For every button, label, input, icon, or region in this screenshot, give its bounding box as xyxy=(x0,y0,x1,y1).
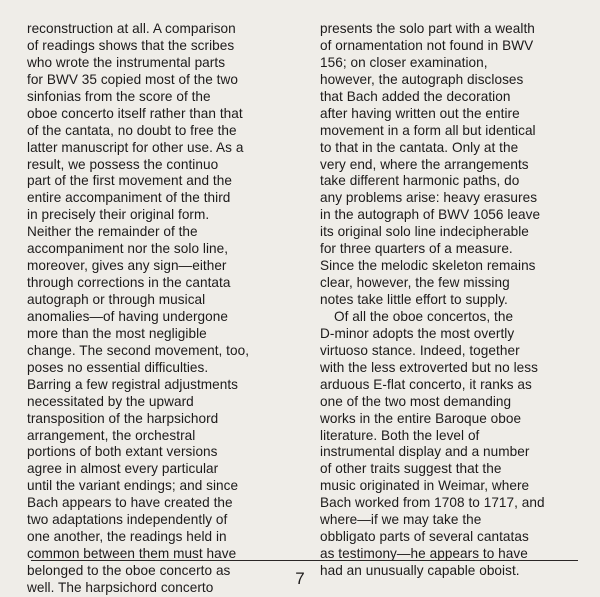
text-line: notes take little effort to supply. xyxy=(320,292,508,307)
text-line: oboe concerto itself rather than that xyxy=(27,105,243,121)
text-line: works in the entire Baroque oboe xyxy=(320,410,522,426)
text-line: take different harmonic paths, do xyxy=(320,173,520,189)
text-line: of the cantata, no doubt to free the xyxy=(27,122,237,138)
text-line: change. The second movement, too, xyxy=(27,342,250,358)
text-line: obbligato parts of several cantatas xyxy=(320,529,529,545)
text-line: for three quarters of a measure. xyxy=(320,241,513,257)
text-line: however, the autograph discloses xyxy=(320,71,524,87)
text-line: presents the solo part with a wealth xyxy=(320,21,535,36)
text-line: in the autograph of BWV 1056 leave xyxy=(320,207,541,223)
text-line: through corrections in the cantata xyxy=(27,275,231,291)
text-line: its original solo line indecipherable xyxy=(320,224,529,240)
text-line: belonged to the oboe concerto as xyxy=(27,563,231,578)
text-line: anomalies—of having undergone xyxy=(27,308,228,324)
text-line: portions of both extant versions xyxy=(27,444,218,460)
text-line: accompaniment nor the solo line, xyxy=(27,241,229,257)
text-line: Bach worked from 1708 to 1717, and xyxy=(320,495,545,511)
text-line: latter manuscript for other use. As a xyxy=(27,139,244,155)
right-text-column xyxy=(320,21,588,580)
text-line: one of the two most demanding xyxy=(320,393,512,409)
text-line: moreover, gives any sign—either xyxy=(27,258,227,274)
text-line: for BWV 35 copied most of the two xyxy=(27,71,238,87)
text-line: arrangement, the orchestral xyxy=(27,427,196,443)
text-line: with the less extroverted but no less xyxy=(320,359,538,375)
text-line: Barring a few registral adjustments xyxy=(27,376,239,392)
text-line: music originated in Weimar, where xyxy=(320,478,530,494)
text-line: of readings shows that the scribes xyxy=(27,37,235,53)
text-line: Since the melodic skeleton remains xyxy=(320,258,536,274)
text-line: any problems arise: heavy erasures xyxy=(320,190,538,206)
text-line: clear, however, the few missing xyxy=(320,275,510,291)
page-number: 7 xyxy=(295,569,305,588)
text-line: to that in the cantata. Only at the xyxy=(320,139,519,155)
text-line: Bach appears to have created the xyxy=(27,495,233,511)
text-line: very end, where the arrangements xyxy=(320,156,529,172)
text-line: Neither the remainder of the xyxy=(27,224,198,240)
text-line: result, we possess the continuo xyxy=(27,156,219,172)
text-line: two adaptations independently of xyxy=(27,512,228,528)
text-line: 156; on closer examination, xyxy=(320,54,488,70)
text-line: had an unusually capable oboist. xyxy=(320,563,520,578)
text-line: as testimony—he appears to have xyxy=(320,546,528,562)
text-line: of other traits suggest that the xyxy=(320,461,502,477)
text-line: more than the most negligible xyxy=(27,325,207,341)
text-line: where—if we may take the xyxy=(320,512,482,528)
text-line: until the variant endings; and since xyxy=(27,478,239,494)
text-line: arduous E-flat concerto, it ranks as xyxy=(320,376,532,392)
text-line: virtuoso stance. Indeed, together xyxy=(320,342,520,358)
text-line: agree in almost every particular xyxy=(27,461,219,477)
text-line: entire accompaniment of the third xyxy=(27,190,231,206)
text-line: of ornamentation not found in BWV xyxy=(320,37,534,53)
paragraph-start-line: Of all the oboe concertos, the xyxy=(334,308,514,324)
text-line: instrumental display and a number xyxy=(320,444,530,460)
text-line: necessitated by the upward xyxy=(27,393,194,409)
text-line: who wrote the instrumental parts xyxy=(27,54,226,70)
text-line: after having written out the entire xyxy=(320,105,520,121)
text-line: movement in a form all but identical xyxy=(320,122,536,138)
text-line: in precisely their original form. xyxy=(27,207,210,223)
text-line: well. The harpsichord concerto xyxy=(27,579,214,595)
left-text-column xyxy=(27,21,295,597)
text-line: one another, the readings held in xyxy=(27,529,227,545)
text-line: that Bach added the decoration xyxy=(320,88,511,104)
text-line: D-minor adopts the most overtly xyxy=(320,325,515,341)
text-line: common between them must have xyxy=(27,546,237,562)
text-line: reconstruction at all. A comparison xyxy=(27,21,236,36)
footer-divider xyxy=(31,560,578,561)
text-line: transposition of the harpsichord xyxy=(27,410,219,426)
text-line: literature. Both the level of xyxy=(320,427,480,443)
text-line: part of the first movement and the xyxy=(27,173,232,189)
text-line: poses no essential difficulties. xyxy=(27,359,209,375)
text-line: autograph or through musical xyxy=(27,292,206,307)
text-line: sinfonias from the score of the xyxy=(27,88,211,104)
